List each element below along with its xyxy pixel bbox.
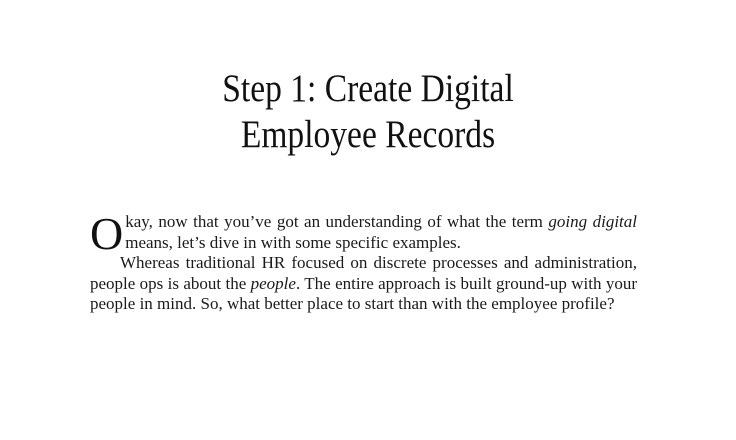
paragraph-2-text-a: Whereas traditional HR focused on discrete processes and administration, people ops is about the <box>90 253 637 293</box>
paragraph-2-emphasis: people <box>250 273 296 293</box>
chapter-title-line-1: Step 1: Create Digital <box>222 67 514 110</box>
chapter-title <box>52 66 685 158</box>
paragraph-1-text-a: kay, now that you’ve got an understanding of what the term <box>125 212 549 231</box>
drop-cap: O <box>90 208 124 259</box>
paragraph-1-text-b: means, let’s dive in with some specific examples. <box>125 232 461 252</box>
paragraph-1-emphasis: going digital <box>548 212 637 231</box>
paragraph-2-text-b: . The entire approach is built ground-up with your people in mind. So, what better place to start than with the employee profile? <box>90 273 637 313</box>
paragraph-1 <box>90 208 637 259</box>
chapter-title-line-2: Employee Records <box>240 113 496 156</box>
paragraph-2 <box>90 253 637 315</box>
body-text <box>90 208 637 315</box>
